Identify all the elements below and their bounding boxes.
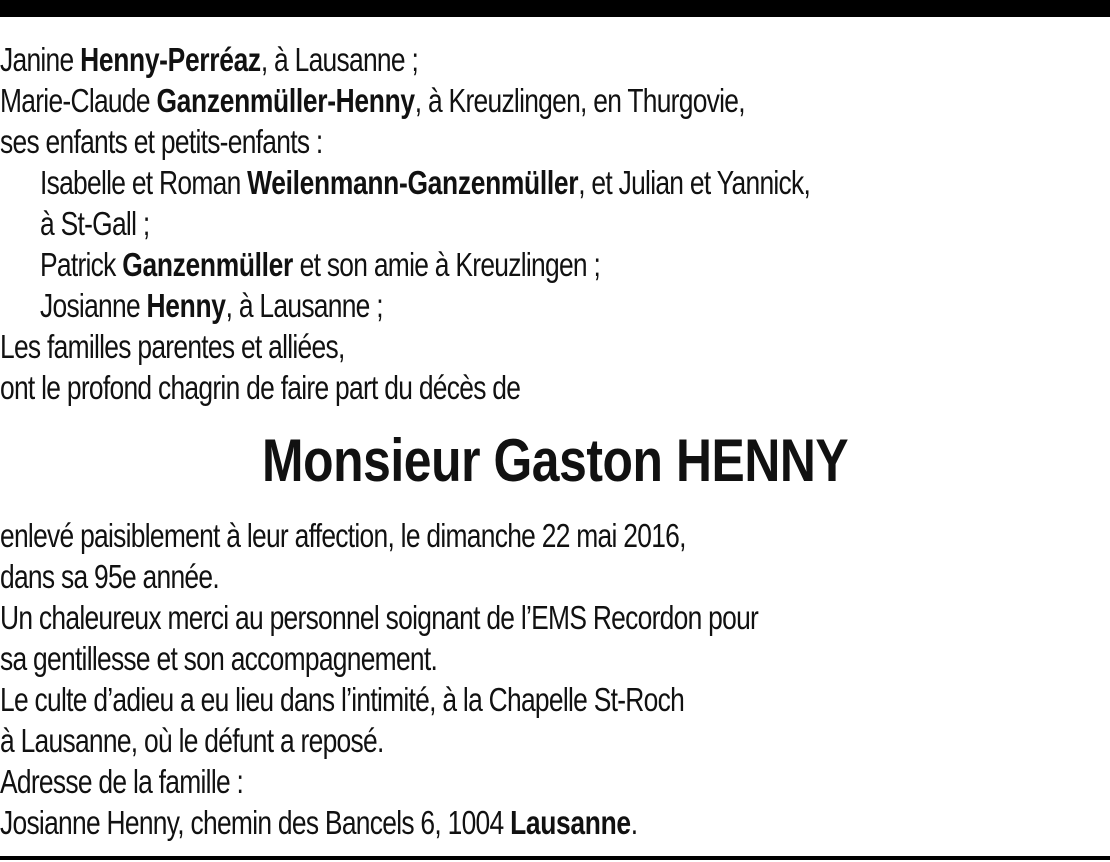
deceased-name: Monsieur Gaston HENNY: [261, 427, 849, 494]
body-line: à Lausanne, où le défunt a reposé.: [0, 722, 384, 759]
family-address: Josianne Henny, chemin des Bancels 6, 1004 Lausanne.: [0, 804, 638, 841]
family-line-marie-claude: Marie-Claude Ganzenmüller-Henny, à Kreuzlingen, en Thurgovie,: [0, 82, 745, 119]
grandchild-line-patrick: Patrick Ganzenmüller et son amie à Kreuzlingen ;: [40, 246, 601, 283]
grandchild-line-isabelle: Isabelle et Roman Weilenmann-Ganzenmüller, et Julian et Yannick,: [40, 164, 811, 201]
body-line: Un chaleureux merci au personnel soignant de l’EMS Recordon pour: [0, 599, 759, 636]
bottom-rule: [0, 856, 1110, 860]
families-line: Les familles parentes et alliées,: [0, 328, 345, 365]
surname: Ganzenmüller: [122, 246, 294, 283]
surname: Weilenmann-Ganzenmüller: [247, 164, 579, 201]
surname: Henny-Perréaz: [80, 41, 261, 78]
body-line: enlevé paisiblement à leur affection, le dimanche 22 mai 2016,: [0, 517, 686, 554]
surname: Henny: [146, 287, 226, 324]
top-rule: [0, 0, 1110, 17]
body-line: Le culte d’adieu a eu lieu dans l’intimité, à la Chapelle St-Roch: [0, 681, 685, 718]
address-city: Lausanne: [510, 804, 631, 841]
announcement-line: ont le profond chagrin de faire part du décès de: [0, 369, 521, 406]
grandchild-line-isabelle-location: à St-Gall ;: [40, 205, 150, 242]
body-line: dans sa 95e année.: [0, 558, 219, 595]
address-heading: Adresse de la famille :: [0, 763, 244, 800]
body-line: sa gentillesse et son accompagnement.: [0, 640, 438, 677]
surname: Ganzenmüller-Henny: [156, 82, 415, 119]
grandchild-line-josianne: Josianne Henny, à Lausanne ;: [40, 287, 383, 324]
children-intro: ses enfants et petits-enfants :: [0, 123, 323, 160]
family-line-janine: Janine Henny-Perréaz, à Lausanne ;: [0, 41, 419, 78]
